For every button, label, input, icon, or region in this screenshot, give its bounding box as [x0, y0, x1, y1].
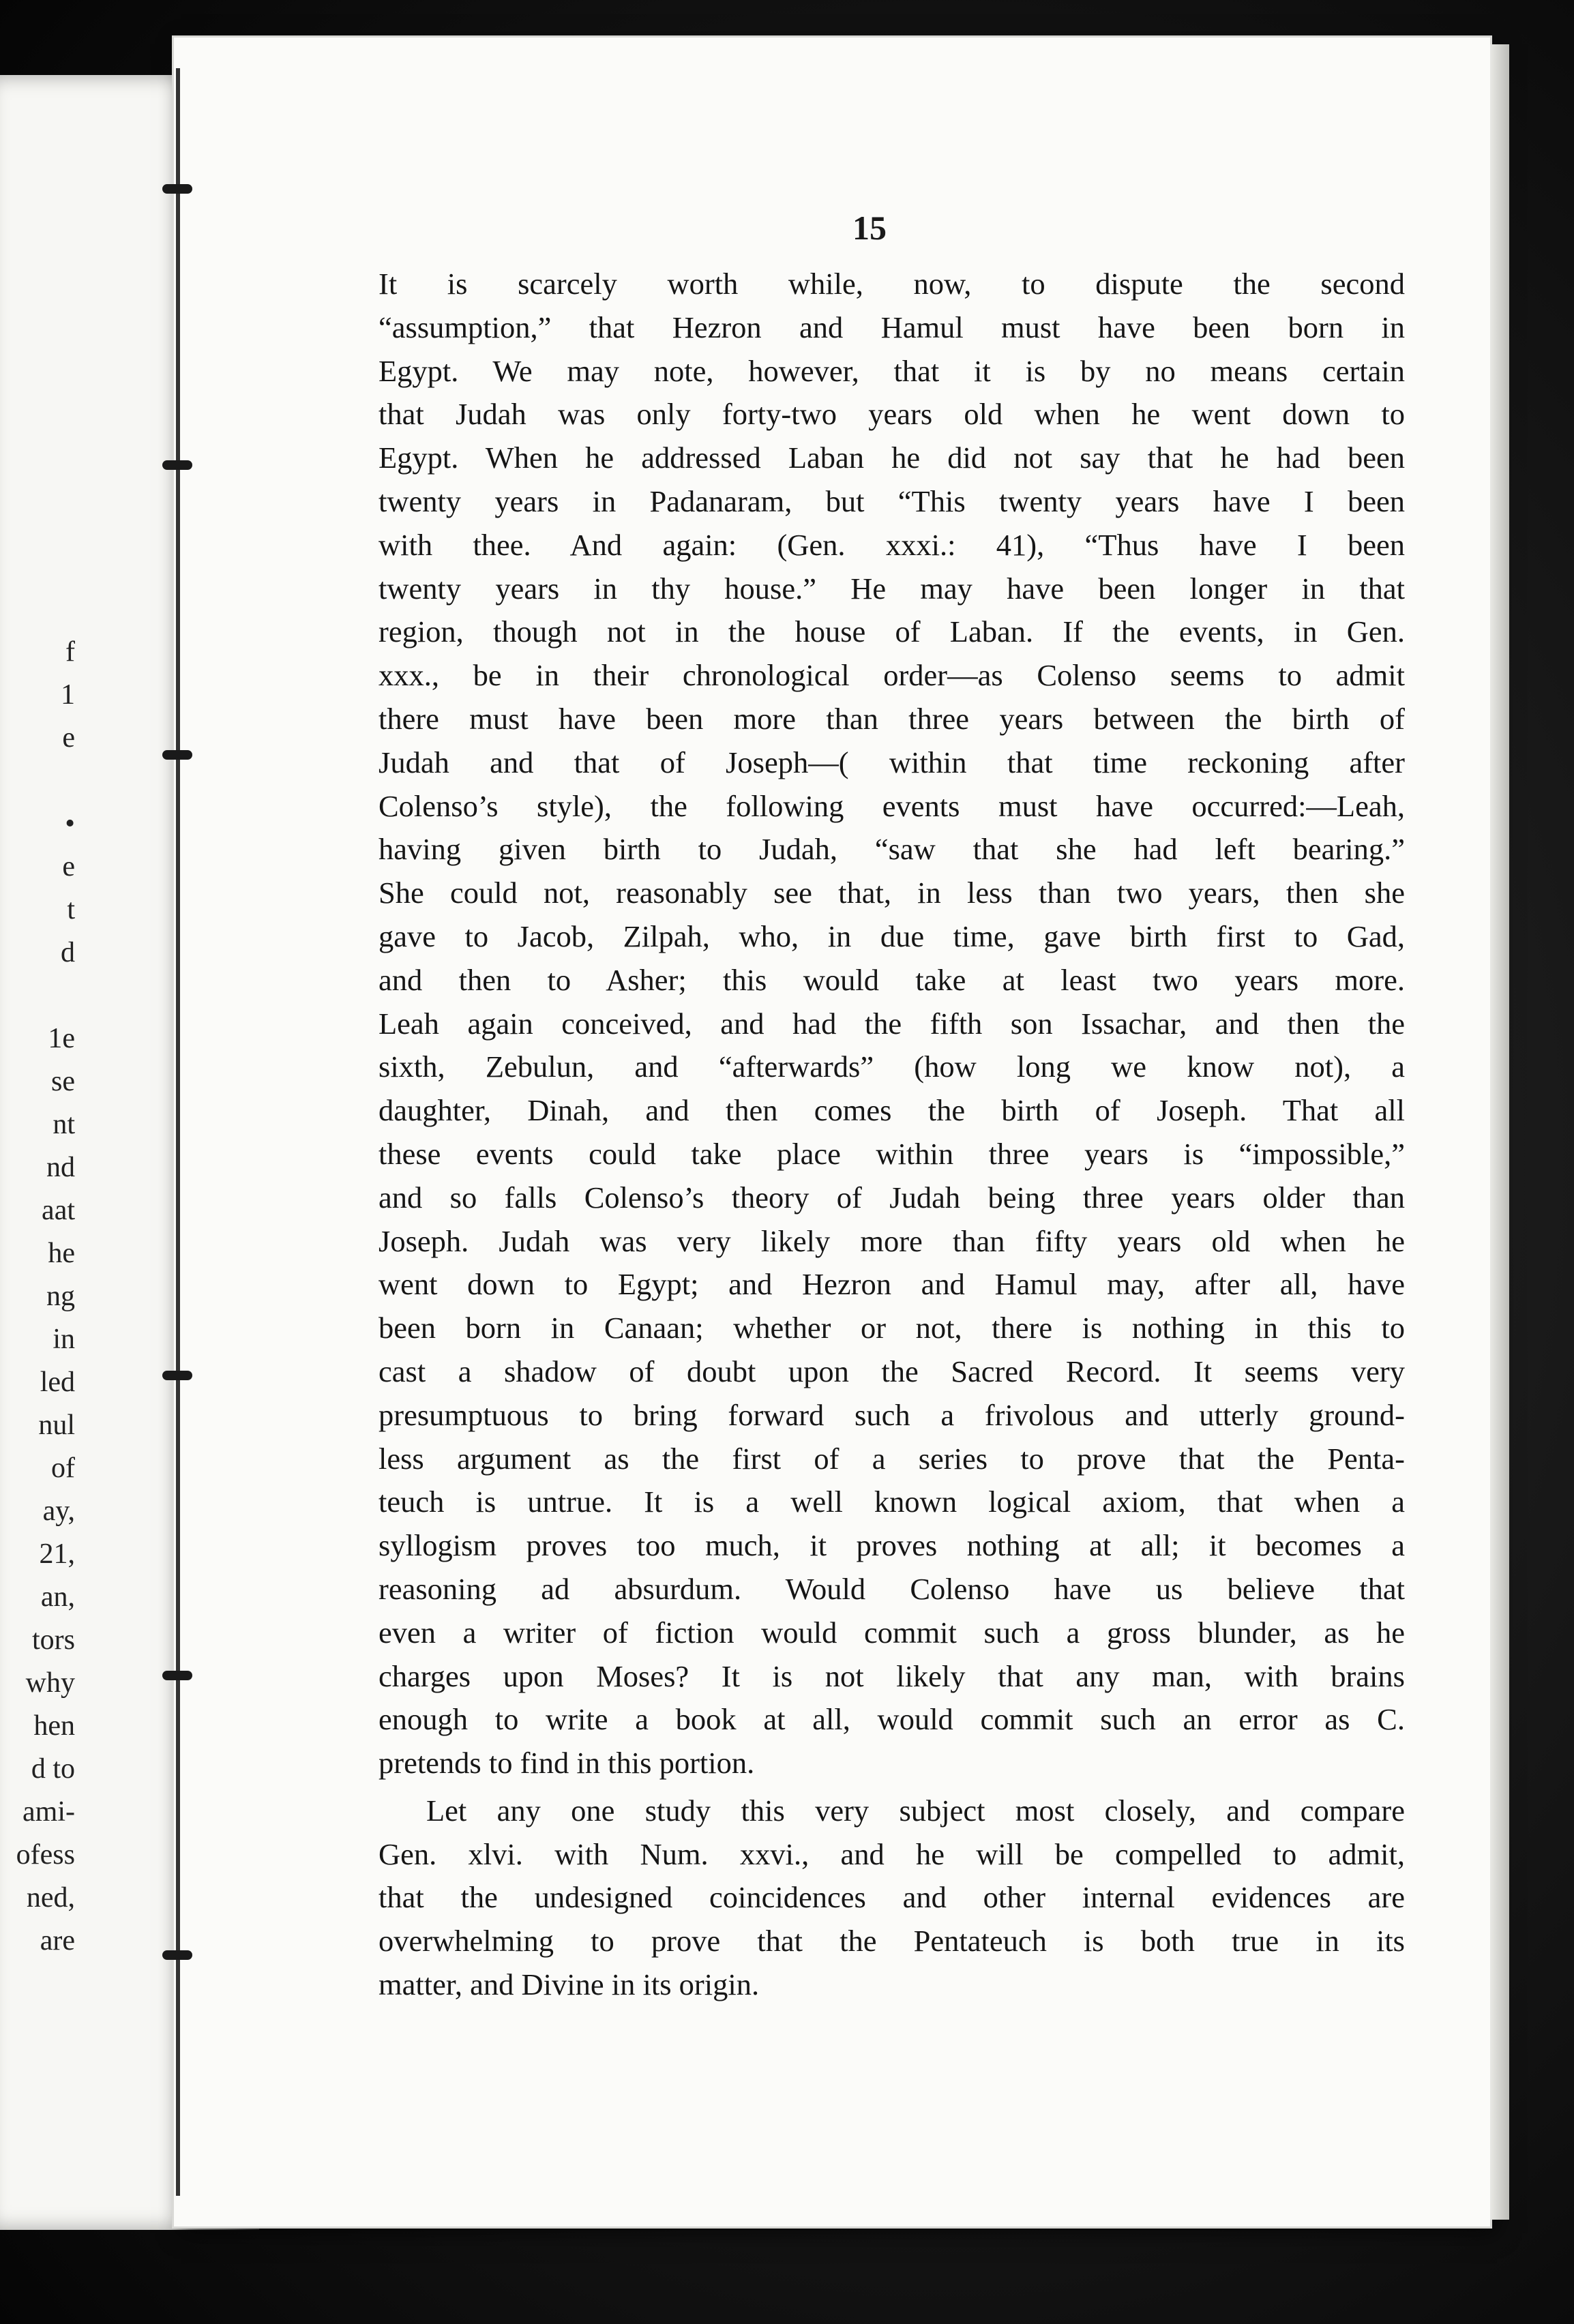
left-page-fragment: ay, — [42, 1495, 75, 1527]
text-line: even a writer of fiction would commit such a gross blunder, as he — [378, 1615, 1405, 1650]
text-line: twenty years in Padanaram, but “This twenty years have I been — [378, 483, 1405, 518]
text-line: overwhelming to prove that the Pentateuch is both true in its — [378, 1924, 1405, 1958]
paragraph — [378, 1789, 1405, 2007]
binding-stitch — [162, 184, 192, 194]
text-line: cast a shadow of doubt upon the Sacred Record. It seems very — [378, 1354, 1405, 1388]
binding-stitch — [162, 1671, 192, 1680]
left-page-fragment: 1e — [48, 1023, 75, 1054]
left-page-fragment: ng — [46, 1281, 75, 1312]
text-line: Leah again conceived, and had the fifth son Issachar, and then the — [378, 1006, 1405, 1041]
text-line: teuch is untrue. It is a well known logical axiom, that when a — [378, 1485, 1405, 1519]
left-page-fragment: ofess — [16, 1839, 75, 1871]
text-line: enough to write a book at all, would commit such an error as C. — [378, 1702, 1405, 1737]
text-line: Let any one study this very subject most closely, and compare — [426, 1793, 1405, 1828]
left-page-fragment: he — [48, 1238, 75, 1269]
text-line: having given birth to Judah, “saw that she had left bearing.” — [378, 832, 1405, 867]
left-page-fragment: tors — [32, 1624, 75, 1656]
text-line: It is scarcely worth while, now, to dispute the second — [378, 267, 1405, 301]
text-line: these events could take place within three years is “impossible,” — [378, 1136, 1405, 1171]
text-line: “assumption,” that Hezron and Hamul must have been born in — [378, 310, 1405, 344]
left-page-fragment: nt — [53, 1109, 75, 1140]
left-page-fragment: • — [65, 808, 75, 839]
text-line: presumptuous to bring forward such a frivolous and utterly ground- — [378, 1397, 1405, 1432]
text-line: Judah and that of Joseph—( within that time reckoning after — [378, 745, 1405, 779]
binding-stitch — [162, 750, 192, 760]
binding-stitch — [162, 1950, 192, 1960]
text-line: twenty years in thy house.” He may have been longer in that — [378, 571, 1405, 606]
text-line: Joseph. Judah was very likely more than fifty years old when he — [378, 1223, 1405, 1258]
left-page-fragment: are — [40, 1925, 75, 1956]
left-page-fragment: ned, — [26, 1882, 75, 1913]
left-page-fragment: se — [51, 1066, 75, 1097]
page-edge — [1490, 44, 1509, 2220]
text-line: there must have been more than three years between the birth of — [378, 701, 1405, 736]
binding-stitch — [162, 1371, 192, 1380]
left-page-fragment — [0, 974, 75, 1017]
left-page-fragment: e — [62, 851, 75, 882]
left-page-fragment: d — [61, 937, 75, 968]
left-page-fragment — [0, 760, 75, 803]
text-line: Egypt. We may note, however, that it is by no means certain — [378, 353, 1405, 388]
text-line: reasoning ad absurdum. Would Colenso have us believe that — [378, 1571, 1405, 1606]
text-line: matter, and Divine in its origin. — [378, 1967, 760, 2002]
left-page-fragment: aat — [42, 1195, 75, 1226]
text-line: gave to Jacob, Zilpah, who, in due time, gave birth first to Gad, — [378, 919, 1405, 953]
text-line: region, though not in the house of Laban. If the events, in Gen. — [378, 614, 1405, 649]
binding-spine — [176, 68, 180, 2196]
text-line: been born in Canaan; whether or not, there is nothing in this to — [378, 1311, 1405, 1345]
text-line: sixth, Zebulun, and “afterwards” (how long we know not), a — [378, 1049, 1405, 1084]
left-page-fragment: t — [67, 894, 75, 925]
paragraph — [378, 263, 1405, 1785]
left-page-fragment: why — [25, 1667, 75, 1699]
text-line: that Judah was only forty-two years old when he went down to — [378, 397, 1405, 432]
text-line: with thee. And again: (Gen. xxxi.: 41), “Thus have I been — [378, 527, 1405, 562]
left-page-fragment: 21, — [39, 1538, 75, 1570]
text-line: went down to Egypt; and Hezron and Hamul may, after all, have — [378, 1267, 1405, 1302]
binding-stitch — [162, 460, 192, 470]
text-line: that the undesigned coincidences and other internal evidences are — [378, 1880, 1405, 1915]
text-line: Egypt. When he addressed Laban he did not say that he had been — [378, 441, 1405, 475]
text-line: less argument as the first of a series to prove that the Penta- — [378, 1441, 1405, 1476]
text-line: Colenso’s style), the following events must have occurred:—Leah, — [378, 788, 1405, 823]
left-page-fragment: an, — [40, 1581, 75, 1613]
text-line: Gen. xlvi. with Num. xxvi., and he will be compelled to admit, — [378, 1836, 1405, 1871]
left-page-fragment: d to — [31, 1753, 75, 1785]
text-line: pretends to find in this portion. — [378, 1746, 755, 1781]
text-line: charges upon Moses? It is not likely that any man, with brains — [378, 1658, 1405, 1693]
page-number: 15 — [852, 209, 887, 247]
left-page-fragment: nd — [46, 1152, 75, 1183]
text-line: and so falls Colenso’s theory of Judah being three years older than — [378, 1180, 1405, 1215]
left-page-fragment: hen — [33, 1710, 75, 1742]
text-line: She could not, reasonably see that, in less than two years, then she — [378, 876, 1405, 910]
left-page-fragment: led — [40, 1367, 75, 1398]
text-line: syllogism proves too much, it proves nothing at all; it becomes a — [378, 1528, 1405, 1563]
body-text — [378, 263, 1405, 2007]
left-page-cut-text — [0, 631, 75, 1963]
left-page-fragment: 1 — [61, 679, 75, 711]
left-page-fragment: in — [53, 1324, 75, 1355]
left-page-fragment: e — [62, 722, 75, 754]
text-line: xxx., be in their chronological order—as Colenso seems to admit — [378, 658, 1405, 693]
text-line: and then to Asher; this would take at least two years more. — [378, 962, 1405, 997]
left-page-fragment: of — [51, 1452, 75, 1484]
left-page-fragment: ami- — [23, 1796, 75, 1828]
left-page-fragment: f — [65, 636, 75, 668]
left-page-fragment: nul — [38, 1410, 75, 1441]
text-line: daughter, Dinah, and then comes the birth of Joseph. That all — [378, 1093, 1405, 1128]
